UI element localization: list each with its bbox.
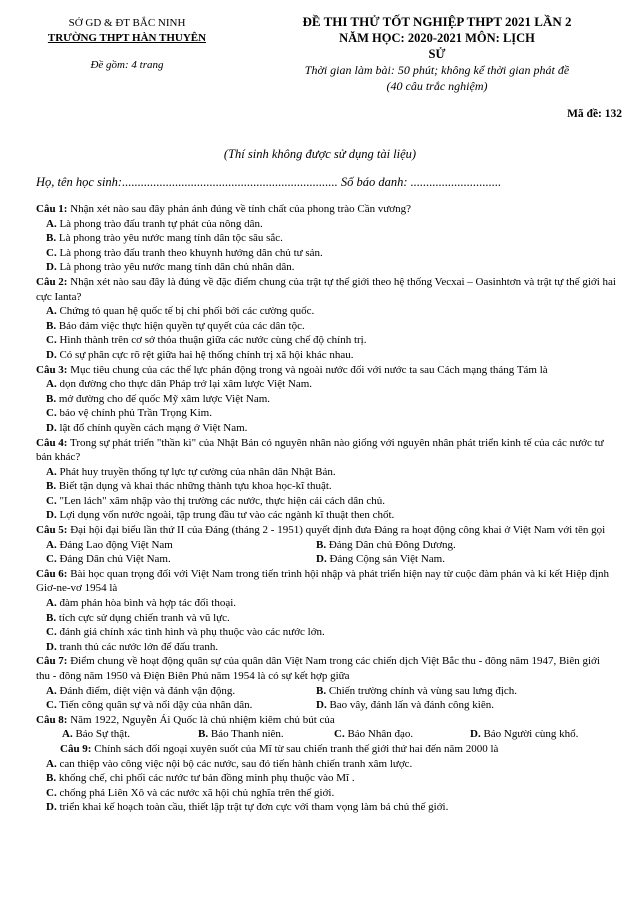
answer-letter: A. — [46, 465, 57, 478]
student-info-line: Họ, tên học sinh:..................................................................... Số báo danh: ............................. — [36, 175, 502, 189]
answer-option — [46, 406, 616, 421]
answer-row — [46, 538, 616, 553]
answer-text: Đảng Dân chủ Việt Nam. — [59, 553, 171, 566]
answer-text: Bao vây, đánh lấn và đánh công kiên. — [329, 699, 494, 712]
answer-text: dọn đường cho thực dân Pháp trở lại xâm lược Việt Nam. — [59, 378, 313, 391]
answer-text: triển khai kế hoạch toàn cầu, thiết lập trật tự đơn cực với tham vọng làm bá chủ thế giới. — [59, 801, 449, 814]
answer-text: Chiến trường chính và vùng sau lưng địch. — [328, 684, 518, 697]
question-number: Câu 8: — [36, 713, 68, 726]
question-1 — [36, 202, 616, 217]
answer-option — [46, 333, 616, 348]
answer-row — [62, 727, 616, 742]
answer-letter: A. — [46, 305, 57, 318]
question-number: Câu 7: — [36, 655, 68, 668]
question-number: Câu 4: — [36, 436, 68, 449]
question-text: Nhận xét nào sau đây phản ánh đúng về tính chất của phong trào Cần vương? — [67, 203, 412, 215]
question-6 — [36, 567, 616, 596]
answer-text: Báo Người cùng khổ. — [483, 728, 579, 741]
answer-option — [46, 465, 616, 480]
question-list — [36, 202, 616, 815]
answer-text: mở đường cho đế quốc Mỹ xâm lược Việt Nam. — [58, 392, 271, 405]
answer-option — [46, 552, 316, 567]
answer-text: Đảng Cộng sản Việt Nam. — [329, 553, 445, 566]
answer-option — [334, 727, 470, 742]
question-text: Năm 1922, Nguyễn Ái Quốc là chủ nhiệm kiêm chủ bút của — [67, 713, 335, 726]
answer-text: Là phong trào đấu tranh tự phát của nông dân. — [59, 217, 263, 230]
answer-letter: A. — [62, 728, 73, 741]
answer-option — [46, 377, 616, 392]
answer-option — [46, 786, 616, 801]
school-name: TRƯỜNG THPT HÀN THUYÊN — [47, 32, 207, 44]
header-left — [42, 16, 212, 73]
question-8 — [36, 713, 616, 728]
answer-text: Có sự phân cực rõ rệt giữa hai hệ thống chính trị xã hội khác nhau. — [59, 348, 354, 361]
answer-letter: D. — [316, 699, 327, 712]
department-name: SỞ GD & ĐT BẮC NINH — [68, 17, 186, 29]
answer-letter: B. — [46, 392, 57, 405]
answer-text: Bảo đảm việc thực hiện quyền tự quyết của các dân tộc. — [58, 319, 305, 332]
answer-text: Hình thành trên cơ sở thỏa thuận giữa các nước cùng chế độ chính trị. — [59, 334, 367, 347]
answer-text: Là phong trào yêu nước mang tính dân tộc sâu sắc. — [58, 232, 283, 245]
answer-letter: C. — [46, 334, 57, 347]
answer-letter: C. — [46, 786, 57, 799]
answer-option — [46, 538, 316, 553]
question-number: Câu 5: — [36, 524, 68, 537]
answer-option — [46, 392, 616, 407]
answer-option — [46, 800, 616, 815]
answer-row — [46, 684, 616, 699]
question-5 — [36, 523, 616, 538]
answer-text: Báo Nhân đạo. — [347, 728, 414, 741]
answer-letter: D. — [46, 421, 57, 434]
answer-text: Đánh điểm, diệt viện và đánh vận động. — [59, 684, 236, 697]
subject-line-2: SỬ — [428, 47, 446, 61]
answer-option — [46, 684, 316, 699]
exam-title: ĐỀ THI THỬ TỐT NGHIỆP THPT 2021 LẦN 2 — [302, 14, 572, 29]
question-number: Câu 9: — [60, 742, 92, 755]
answer-letter: C. — [46, 246, 57, 259]
answer-option — [46, 479, 616, 494]
answer-option — [46, 757, 616, 772]
question-9 — [36, 742, 616, 757]
answer-option — [316, 684, 586, 699]
answer-text: lật đổ chính quyền cách mạng ở Việt Nam. — [59, 421, 248, 434]
answer-option — [46, 625, 616, 640]
answer-text: chống phá Liên Xô và các nước xã hội chủ nghĩa trên thế giới. — [59, 786, 335, 799]
answer-letter: B. — [46, 772, 57, 785]
answer-option — [46, 260, 616, 275]
answer-letter: A. — [46, 217, 57, 230]
header-right — [262, 14, 612, 94]
answer-option — [316, 538, 586, 553]
exam-code: Mã đề: 132 — [567, 108, 622, 120]
answer-text: bảo vệ chính phủ Trần Trọng Kim. — [59, 407, 212, 420]
answer-text: Chứng tỏ quan hệ quốc tế bị chi phối bởi các cường quốc. — [59, 305, 315, 318]
answer-letter: A. — [46, 597, 57, 610]
answer-letter: D. — [316, 553, 327, 566]
answer-letter: C. — [334, 728, 345, 741]
answer-option — [46, 304, 616, 319]
answer-text: Đảng Lao động Việt Nam — [59, 538, 173, 551]
answer-letter: B. — [198, 728, 209, 741]
answer-letter: B. — [46, 319, 57, 332]
question-text: Bài học quan trọng đối với Việt Nam trong tiến trình hội nhập và phát triển hiện nay từ cuộc đàm phán và kí kết Hiệp định Giơ-ne-vơ 1954 là — [36, 567, 610, 595]
answer-text: Là phong trào đấu tranh theo khuynh hướng dân chủ tư sản. — [59, 246, 323, 259]
answer-row — [46, 698, 616, 713]
answer-text: Phát huy truyền thống tự lực tự cường của nhân dân Nhật Bản. — [59, 465, 336, 478]
answer-letter: C. — [46, 626, 57, 639]
answer-letter: D. — [470, 728, 481, 741]
answer-text: Tiến công quân sự và nổi dậy của nhân dân. — [59, 699, 253, 712]
answer-letter: C. — [46, 494, 57, 507]
answer-text: đàm phán hòa bình và hợp tác đối thoại. — [59, 597, 237, 610]
answer-text: Lợi dụng vốn nước ngoài, tập trung đầu tư vào các ngành kĩ thuật then chốt. — [59, 509, 395, 522]
answer-letter: A. — [46, 757, 57, 770]
answer-option — [46, 246, 616, 261]
answer-letter: B. — [316, 538, 327, 551]
answer-option — [46, 421, 616, 436]
answer-letter: D. — [46, 261, 57, 274]
answer-option — [46, 494, 616, 509]
answer-option — [46, 217, 616, 232]
answer-letter: B. — [46, 611, 57, 624]
answer-letter: A. — [46, 378, 57, 391]
notice: (Thí sinh không được sử dụng tài liệu) — [223, 147, 417, 161]
question-number: Câu 1: — [36, 203, 68, 215]
answer-option — [46, 508, 616, 523]
answer-option — [46, 611, 616, 626]
time-note: Thời gian làm bài: 50 phút; không kể thời gian phát đề — [304, 63, 570, 77]
question-text: Trong sự phát triển "thần kì" của Nhật Bản có nguyên nhân nào giống với nguyên nhân phát triển kinh tế của các nước tư bản khác? — [36, 436, 604, 464]
answer-option — [46, 596, 616, 611]
answer-letter: A. — [46, 538, 57, 551]
answer-letter: C. — [46, 553, 57, 566]
answer-option — [46, 640, 616, 655]
answer-text: can thiệp vào công việc nội bộ các nước, sau đó tiến hành chiến tranh xâm lược. — [59, 757, 413, 770]
question-count: (40 câu trắc nghiệm) — [386, 79, 488, 93]
answer-text: Đảng Dân chủ Đông Dương. — [328, 538, 456, 551]
question-text: Đại hội đại biểu lần thứ II của Đảng (tháng 2 - 1951) quyết định đưa Đảng ra hoạt động công khai ở Việt Nam với tên gọi — [67, 524, 606, 537]
question-number: Câu 3: — [36, 363, 68, 376]
answer-letter: B. — [316, 684, 327, 697]
question-4 — [36, 436, 616, 465]
question-text: Mục tiêu chung của các thế lực phản động trong và ngoài nước đối với nước ta sau Cách mạng tháng Tám là — [67, 363, 548, 376]
answer-text: khống chế, chi phối các nước tư bản đồng minh phụ thuộc vào Mĩ . — [58, 772, 355, 785]
question-number: Câu 2: — [36, 275, 68, 288]
answer-letter: A. — [46, 684, 57, 697]
question-2 — [36, 275, 616, 304]
answer-option — [46, 698, 316, 713]
answer-letter: C. — [46, 699, 57, 712]
question-number: Câu 6: — [36, 567, 68, 580]
answer-row — [46, 552, 616, 567]
answer-option — [316, 698, 586, 713]
page-count: Đề gồm: 4 trang — [90, 59, 164, 71]
answer-text: đánh giá chính xác tình hình và phụ thuộc vào các nước lớn. — [59, 626, 325, 639]
answer-text: Là phong trào yêu nước mang tính dân chủ nhân dân. — [59, 261, 295, 274]
answer-option — [46, 319, 616, 334]
answer-option — [46, 348, 616, 363]
answer-letter: D. — [46, 640, 57, 653]
question-7 — [36, 654, 616, 683]
answer-letter: D. — [46, 801, 57, 814]
answer-option — [316, 552, 586, 567]
answer-text: tích cực sử dụng chiến tranh và vũ lực. — [58, 611, 230, 624]
answer-text: "Len lách" xâm nhập vào thị trường các nước, thực hiện cải cách dân chủ. — [59, 494, 386, 507]
answer-option — [46, 231, 616, 246]
answer-letter: C. — [46, 407, 57, 420]
answer-text: Biết tận dụng và khai thác những thành tựu khoa học-kĩ thuật. — [58, 480, 332, 493]
answer-text: tranh thủ các nước lớn để đấu tranh. — [59, 640, 219, 653]
answer-letter: D. — [46, 509, 57, 522]
answer-letter: B. — [46, 480, 57, 493]
answer-option — [470, 727, 606, 742]
answer-letter: D. — [46, 348, 57, 361]
question-3 — [36, 363, 616, 378]
question-text: Nhận xét nào sau đây là đúng về đặc điểm chung của trật tự thế giới theo hệ thống Vecxai – Oasinhtơn và trật tự thế giới hai cực Ianta? — [36, 275, 616, 303]
answer-option — [62, 727, 198, 742]
answer-option — [198, 727, 334, 742]
subject-line-1: NĂM HỌC: 2020-2021 MÔN: LỊCH — [339, 31, 535, 45]
question-text: Điểm chung về hoạt động quân sự của quân dân Việt Nam trong các chiến dịch Việt Bắc thu - đông năm 1947, Biên giới thu - đông năm 1950 và Điện Biên Phủ năm 1954 là có sự kết hợp giữa — [36, 655, 600, 682]
answer-option — [46, 771, 616, 786]
answer-text: Báo Sự thật. — [75, 728, 130, 741]
answer-letter: B. — [46, 232, 57, 245]
question-text: Chính sách đối ngoại xuyên suốt của Mĩ từ sau chiến tranh thế giới thứ hai đến năm 2000 là — [91, 742, 499, 755]
answer-text: Báo Thanh niên. — [210, 728, 284, 741]
